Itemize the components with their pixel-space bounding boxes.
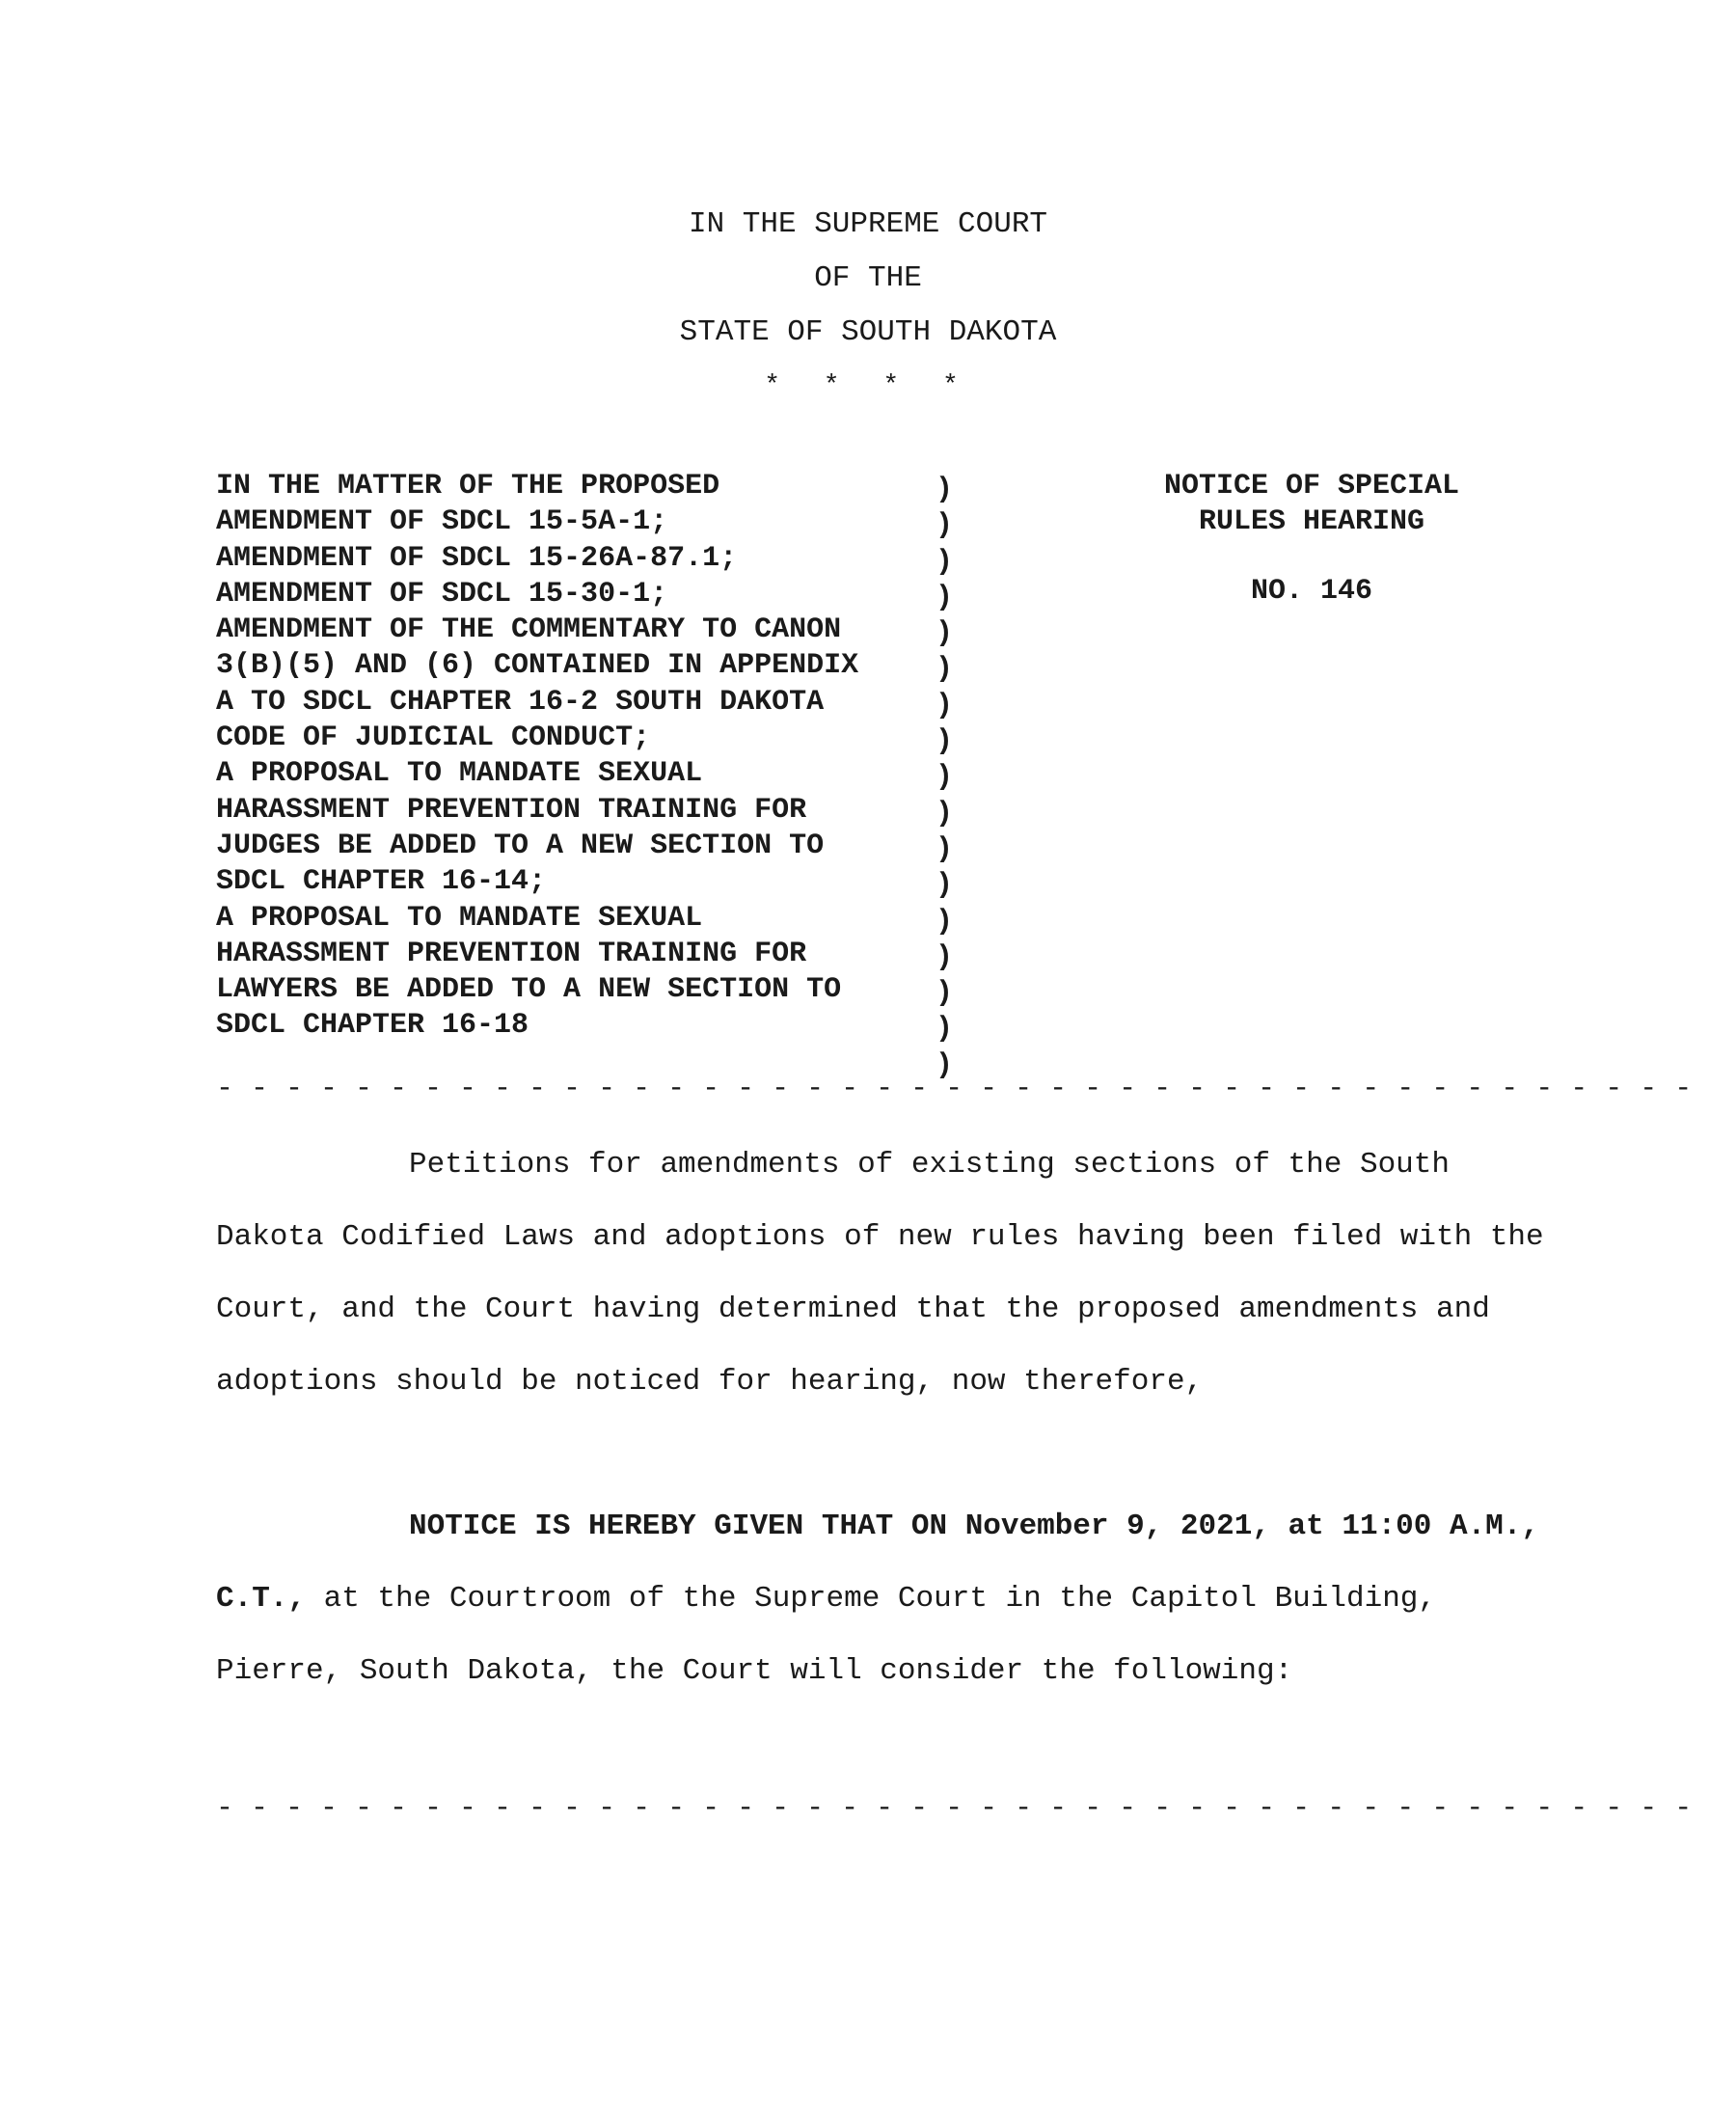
caption-paren: ) [936,689,954,722]
caption-line: IN THE MATTER OF THE PROPOSED [216,470,720,503]
caption-line: HARASSMENT PREVENTION TRAINING FOR [216,793,807,827]
caption-line: LAWYERS BE ADDED TO A NEW SECTION TO [216,973,842,1007]
section-stars: * * * * [764,371,972,401]
body-paragraph-2 [216,1490,1547,1707]
caption-paren: ) [936,581,954,614]
caption-parentheses [936,473,953,1084]
caption-line: CODE OF JUDICIAL CONDUCT; [216,721,651,755]
caption-paren: ) [936,940,954,974]
caption-paren: ) [936,1013,954,1047]
caption-line: A TO SDCL CHAPTER 16-2 SOUTH DAKOTA [216,685,825,719]
caption-paren: ) [936,869,954,903]
caption-line: AMENDMENT OF THE COMMENTARY TO CANON [216,613,842,647]
caption-paren: ) [936,797,954,830]
dashed-divider: - - - - - - - - - - - - - - - - - - - - - - - - - - - - - - - - - - - - - - - - - - - [216,1792,1693,1825]
court-header-line1: IN THE SUPREME COURT [688,207,1048,241]
notice-title-line2: RULES HEARING [1198,505,1425,539]
court-header-line2: OF THE [814,261,922,295]
caption-line: SDCL CHAPTER 16-14; [216,865,547,899]
caption-line: SDCL CHAPTER 16-18 [216,1009,529,1043]
caption-paren: ) [936,905,954,939]
hearing-date-bold: NOTICE IS HEREBY GIVEN THAT ON November 9, 2021, at 11:00 A.M., C.T., [216,1510,1539,1616]
court-header [0,198,1736,414]
caption-paren: ) [936,653,954,687]
case-caption [216,469,858,1045]
notice-title-line1: NOTICE OF SPECIAL [1163,470,1460,503]
caption-line: AMENDMENT OF SDCL 15-5A-1; [216,505,668,539]
caption-paren: ) [936,545,954,579]
caption-line: A PROPOSAL TO MANDATE SEXUAL [216,757,703,791]
caption-paren: ) [936,761,954,795]
notice-number: NO. 146 [1250,575,1373,608]
paragraph-text: Petitions for amendments of existing sections of the South Dakota Codified Laws and adoptions of new rules having been filed with the Court, and the Court having determined that the proposed amendments and adoptions should be noticed for hearing, now therefore, [216,1148,1544,1399]
paragraph-text [216,1490,1547,1707]
caption-line: AMENDMENT OF SDCL 15-30-1; [216,577,668,611]
dashed-divider: - - - - - - - - - - - - - - - - - - - - - - - - - - - - - - - - - - - - - - - - - - - [216,1073,1693,1105]
caption-line: JUDGES BE ADDED TO A NEW SECTION TO [216,829,825,862]
caption-paren: ) [936,509,954,543]
caption-line: HARASSMENT PREVENTION TRAINING FOR [216,937,807,970]
caption-paren: ) [936,1048,954,1082]
caption-line: A PROPOSAL TO MANDATE SEXUAL [216,901,703,935]
caption-line: AMENDMENT OF SDCL 15-26A-87.1; [216,541,738,575]
caption-paren: ) [936,474,954,506]
caption-paren: ) [936,977,954,1011]
caption-paren: ) [936,725,954,759]
caption-paren: ) [936,832,954,866]
hearing-location-text: at the Courtroom of the Supreme Court in the Capitol Building, Pierre, South Dakota, the Court will consider the following: [216,1582,1437,1688]
notice-title [1042,469,1582,541]
court-header-line3: STATE OF SOUTH DAKOTA [679,315,1057,349]
caption-line: 3(B)(5) AND (6) CONTAINED IN APPENDIX [216,649,859,683]
body-paragraph-1 [216,1129,1547,1418]
caption-paren: ) [936,617,954,651]
